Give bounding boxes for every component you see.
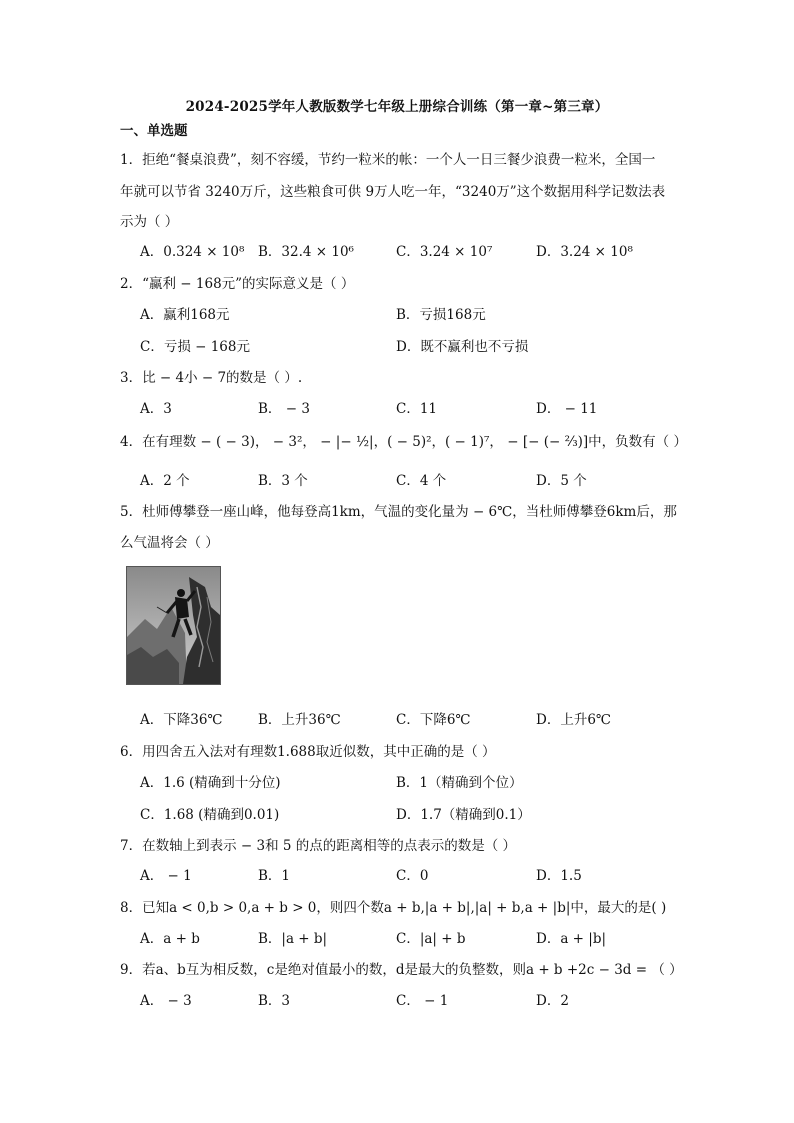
mountain-climber-image bbox=[126, 566, 221, 685]
question-8-option-c[interactable]: C．|a| + b bbox=[396, 931, 466, 947]
question-2-option-a[interactable]: A．赢利168元 bbox=[140, 307, 230, 323]
mountain-climber-illustration bbox=[127, 567, 220, 684]
question-7-line-1: 7．在数轴上到表示 − 3和 5 的点的距离相等的点表示的数是（ ） bbox=[120, 838, 517, 854]
question-2-line-1: 2．“赢利 − 168元”的实际意义是（ ） bbox=[120, 276, 355, 292]
question-5-option-c[interactable]: C．下降6℃ bbox=[396, 712, 471, 728]
question-1-line-2: 年就可以节省 3240万斤，这些粮食可供 9万人吃一年，“3240万”这个数据用科学记数法表 bbox=[120, 184, 666, 200]
question-9-option-c[interactable]: C． − 1 bbox=[396, 993, 449, 1009]
question-8-line-1: 8．已知a < 0,b > 0,a + b > 0，则四个数a + b,|a + b|,|a| + b,a + |b|中，最大的是( ) bbox=[120, 900, 667, 916]
page-title: 2024-2025学年人教版数学七年级上册综合训练（第一章~第三章） bbox=[185, 99, 609, 115]
question-6-option-b[interactable]: B．1（精确到个位） bbox=[396, 775, 523, 791]
question-7-option-d[interactable]: D．1.5 bbox=[536, 868, 582, 884]
question-3-option-a[interactable]: A．3 bbox=[140, 401, 172, 417]
question-4-option-a[interactable]: A．2 个 bbox=[140, 473, 190, 489]
question-5-option-a[interactable]: A．下降36℃ bbox=[140, 712, 223, 728]
section-heading: 一、单选题 bbox=[120, 123, 188, 139]
question-1-option-a[interactable]: A．0.324 × 10⁸ bbox=[140, 244, 245, 260]
question-6-line-1: 6．用四舍五入法对有理数1.688取近似数，其中正确的是（ ） bbox=[120, 744, 496, 760]
question-2-option-d[interactable]: D．既不赢利也不亏损 bbox=[396, 339, 529, 355]
question-4-option-d[interactable]: D．5 个 bbox=[536, 473, 587, 489]
question-2-option-b[interactable]: B．亏损168元 bbox=[396, 307, 486, 323]
question-8-option-b[interactable]: B．|a + b| bbox=[258, 931, 328, 947]
question-8-option-d[interactable]: D．a + |b| bbox=[536, 931, 607, 947]
question-3-line-1: 3．比 − 4小 − 7的数是（ ）. bbox=[120, 370, 303, 386]
question-1-line-3: 示为（ ） bbox=[120, 214, 179, 230]
question-1-line-1: 1．拒绝“餐桌浪费”，刻不容缓，节约一粒米的帐：一个人一日三餐少浪费一粒米，全国一 bbox=[120, 152, 656, 168]
question-3-option-b[interactable]: B． − 3 bbox=[258, 401, 310, 417]
question-3-option-d[interactable]: D． − 11 bbox=[536, 401, 598, 417]
question-5-line-2: 么气温将会（ ） bbox=[120, 535, 219, 551]
question-5-option-b[interactable]: B．上升36℃ bbox=[258, 712, 341, 728]
question-4-option-c[interactable]: C．4 个 bbox=[396, 473, 447, 489]
question-7-option-b[interactable]: B．1 bbox=[258, 868, 291, 884]
question-7-option-c[interactable]: C．0 bbox=[396, 868, 429, 884]
question-6-option-a[interactable]: A．1.6 (精确到十分位) bbox=[140, 775, 281, 791]
question-9-option-d[interactable]: D．2 bbox=[536, 993, 569, 1009]
question-9-option-b[interactable]: B．3 bbox=[258, 993, 291, 1009]
question-7-option-a[interactable]: A． − 1 bbox=[140, 868, 192, 884]
question-1-option-c[interactable]: C．3.24 × 10⁷ bbox=[396, 244, 493, 260]
question-8-option-a[interactable]: A．a + b bbox=[140, 931, 200, 947]
question-3-option-c[interactable]: C．11 bbox=[396, 401, 438, 417]
question-9-line-1: 9．若a、b互为相反数，c是绝对值最小的数，d是最大的负整数，则a + b +2c − 3d = （ ） bbox=[120, 962, 683, 978]
question-4-line-1: 4．在有理数 − ( − 3)， − 3²， − |− ½|，( − 5)²，( − 1)⁷， − [− (− ⅔)]中，负数有（ ） bbox=[120, 434, 687, 450]
question-6-option-d[interactable]: D．1.7（精确到0.1） bbox=[396, 807, 531, 823]
question-1-option-b[interactable]: B．32.4 × 10⁶ bbox=[258, 244, 354, 260]
question-5-option-d[interactable]: D．上升6℃ bbox=[536, 712, 612, 728]
question-6-option-c[interactable]: C．1.68 (精确到0.01) bbox=[140, 807, 280, 823]
question-2-option-c[interactable]: C．亏损 − 168元 bbox=[140, 339, 250, 355]
question-1-option-d[interactable]: D．3.24 × 10⁸ bbox=[536, 244, 633, 260]
question-5-line-1: 5．杜师傅攀登一座山峰，他每登高1km，气温的变化量为 − 6℃，当杜师傅攀登6km后，那 bbox=[120, 504, 677, 520]
question-9-option-a[interactable]: A． − 3 bbox=[140, 993, 192, 1009]
question-4-option-b[interactable]: B．3 个 bbox=[258, 473, 308, 489]
